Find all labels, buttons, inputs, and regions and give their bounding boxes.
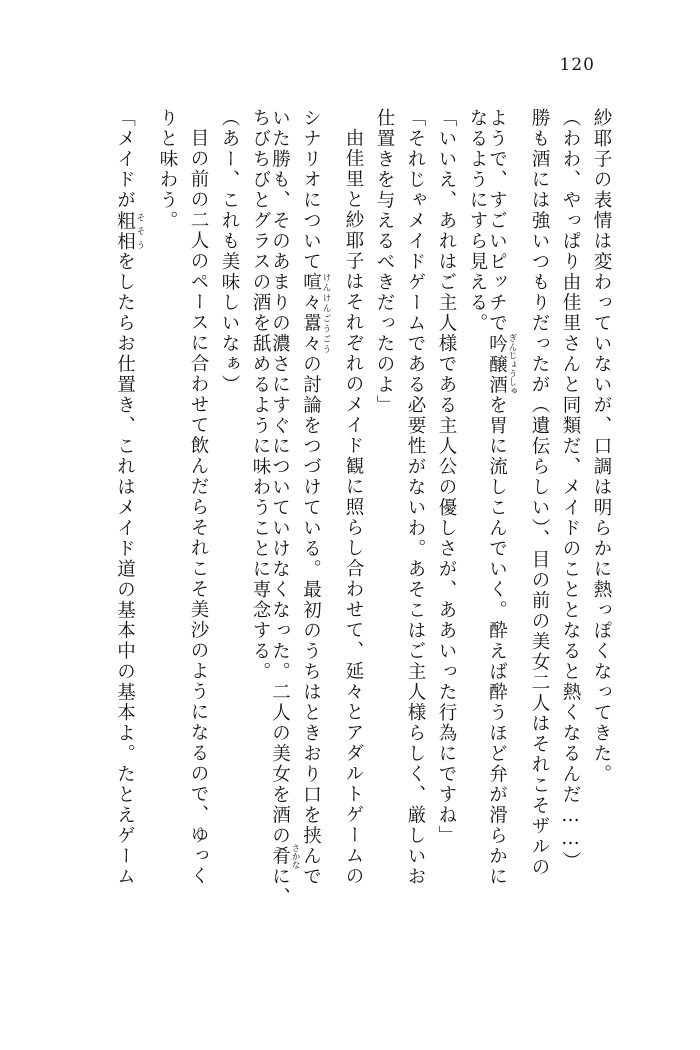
text-column-14: 目の前の二人のペースに合わせて飲んだらそれこそ美沙のようになるので、ゆっく bbox=[188, 128, 209, 887]
text-column-11: いた勝も、そのあまりの濃さにすぐについていけなくなった。二人の美女を酒の肴 さかなに、 bbox=[269, 108, 300, 908]
text-column-8: 仕置きを与えるべきだったのよ」 bbox=[374, 108, 395, 416]
text-column-3: 勝も酒には強いつもりだったが（遺伝らしい）、目の前の美女二人はそれこそザルの bbox=[529, 108, 550, 878]
text-column-10: シナリオについて喧々囂々 けんけんごうごうの討論をつづけている。最初のうちはときおり口を挟んで bbox=[300, 108, 331, 887]
text-column-1: 紗耶子の表情は変わっていないが、口調は明らかに熱っぽくなってきた。 bbox=[591, 108, 612, 785]
text-column-2: （わわ、やっぱり由佳里さんと同類だ、メイドのこととなると熱くなるんだ……） bbox=[560, 108, 581, 872]
text-column-7: 「それじゃメイドゲームである必要性がないわ。あそこはご主人様らしく、厳しいお bbox=[405, 108, 426, 887]
text-column-5: なるようにすら見える。 bbox=[467, 108, 488, 334]
text-column-4: ようで、すごいピッチで吟醸酒 ぎんじょうしゅを胃に流しこんでいく。酔えば酔うほど弁が滑らかに bbox=[486, 108, 517, 887]
text-column-6: 「いいえ、あれはご主人様である主人公の優しさが、ああいった行為にですね」 bbox=[436, 108, 457, 846]
text-column-9: 由佳里と紗耶子はそれぞれのメイド観に照らし合わせて、延々とアダルトゲームの bbox=[343, 128, 364, 887]
text-column-16: 「メイドが粗相 そそうをしたらお仕置き、これはメイド道の基本中の基本よ。たとえゲーム bbox=[114, 108, 145, 887]
text-column-13: （あー、これも美味しいなぁ） bbox=[219, 108, 240, 395]
page-number: 120 bbox=[559, 55, 595, 75]
vertical-text-body bbox=[46, 108, 610, 988]
text-column-15: りと味わう。 bbox=[157, 108, 178, 231]
text-column-12: ちびちびとグラスの酒を舐めるように味わうことに専念する。 bbox=[250, 108, 271, 682]
